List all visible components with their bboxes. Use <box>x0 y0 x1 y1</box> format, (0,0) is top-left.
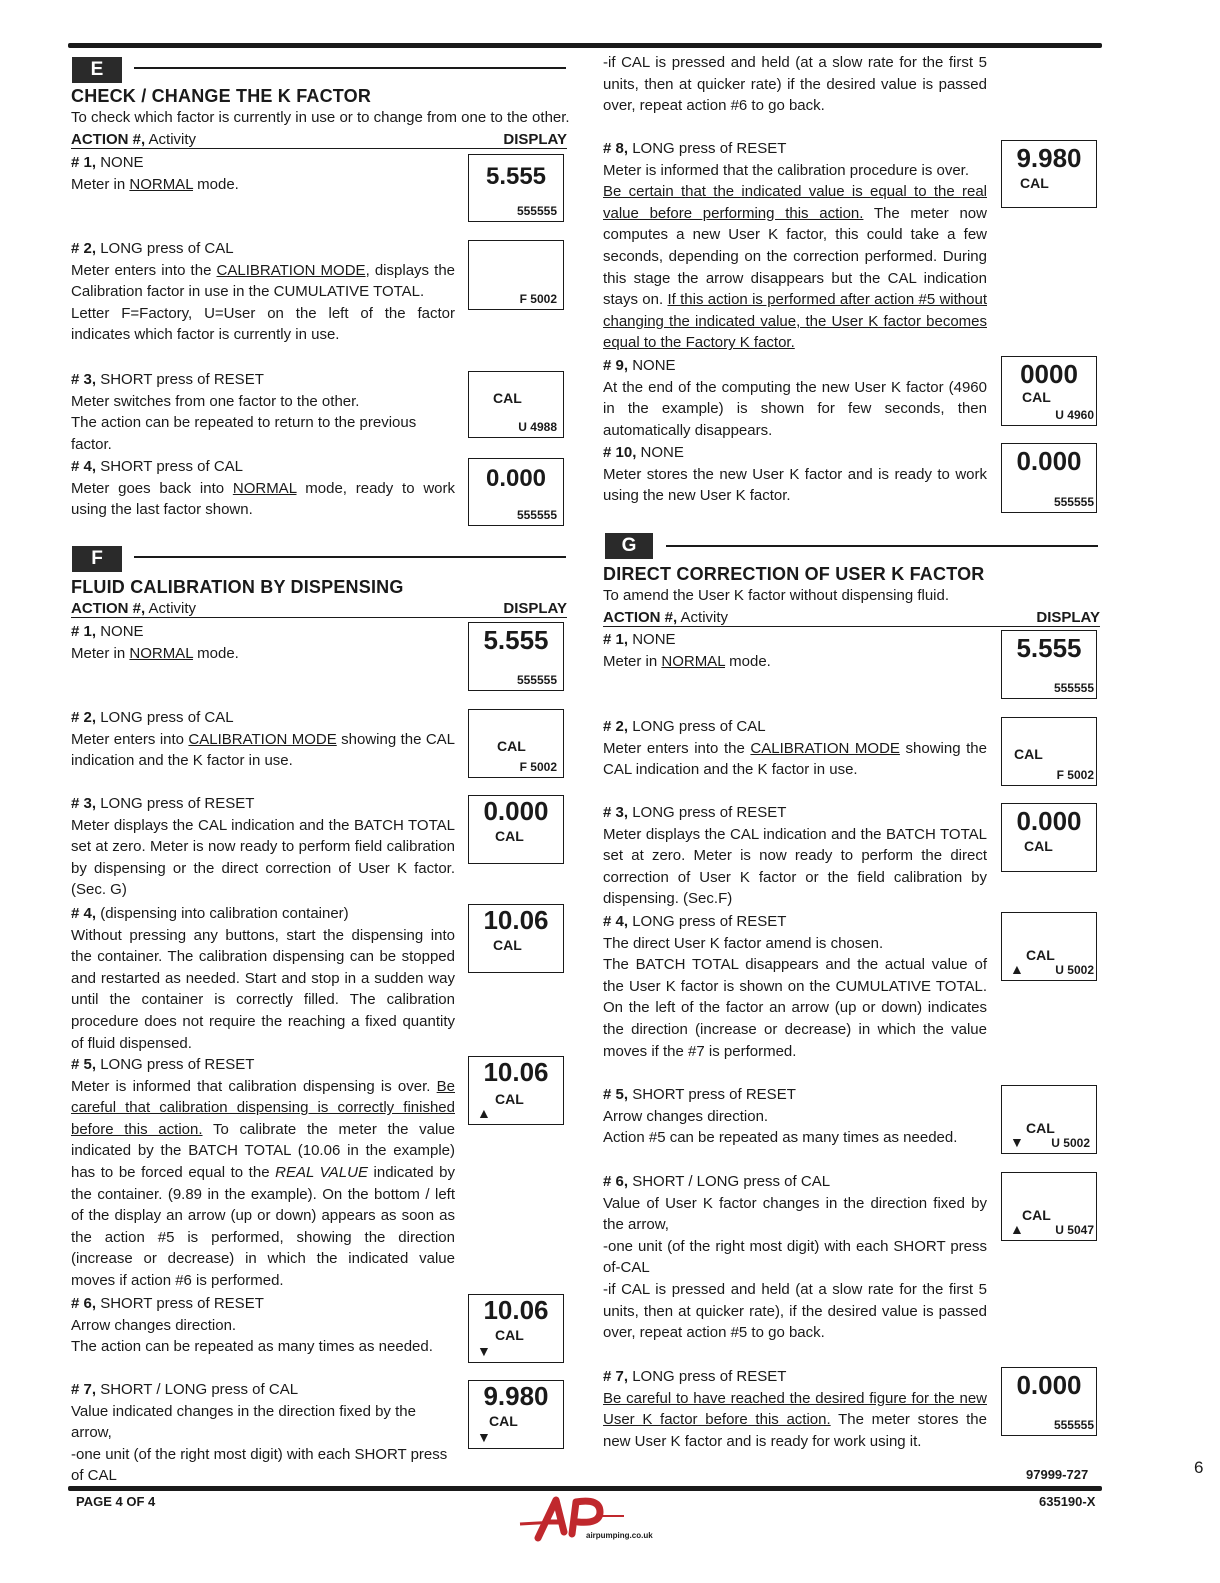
ap-logo <box>516 1494 662 1544</box>
step-g-7: # 7, LONG press of RESET Be careful to have reached the desired figure for the new User K factor before this action. The meter stores the new User K factor and is ready for work using it. <box>603 1368 987 1450</box>
step-number: # 8, <box>603 140 629 157</box>
step-f-6: # 6, SHORT press of RESET Arrow changes direction. The action can be repeated as many times as needed. <box>71 1295 433 1356</box>
top-rule <box>68 43 1102 48</box>
meter-display: CAL F 5002 <box>1001 717 1097 786</box>
section-g-header-row <box>603 609 1100 627</box>
section-e-intro: To check which factor is currently in use or to change from one to the other. <box>71 109 570 126</box>
step-f-1: # 1, NONE Meter in NORMAL mode. <box>71 623 239 662</box>
step-action: SHORT press of RESET <box>628 1086 796 1103</box>
meter-display: 0.000 555555 <box>468 458 564 526</box>
meter-display: 5.555 555555 <box>1001 630 1097 699</box>
section-f-tab: F <box>72 546 122 572</box>
meter-display: CAL U 5002 ▼ <box>1001 1085 1097 1154</box>
meter-display: 0.000 555555 <box>1001 1367 1097 1436</box>
meter-display: 0.000 CAL <box>468 795 564 864</box>
step-number: # 9, <box>603 357 629 374</box>
arrow-up-icon: ▲ <box>477 1105 491 1121</box>
meter-display: 0.000 CAL <box>1001 803 1097 872</box>
step-number: # 1, <box>603 631 629 648</box>
section-f-header-row <box>71 600 567 618</box>
step-action: (dispensing into calibration container) <box>96 905 349 922</box>
action-header: ACTION #, <box>71 600 146 617</box>
step-action: LONG press of RESET <box>628 804 787 821</box>
step-action: LONG press of RESET <box>96 795 255 812</box>
step-action: LONG press of RESET <box>96 1056 255 1073</box>
step-action: LONG press of RESET <box>628 1368 787 1385</box>
section-g-intro: To amend the User K factor without dispensing fluid. <box>603 587 950 604</box>
step-number: # 2, <box>71 240 97 257</box>
step-number: # 1, <box>71 154 97 171</box>
activity-header: Activity <box>677 609 729 626</box>
logo-url: airpumping.co.uk <box>586 1531 653 1540</box>
step-e-1: # 1, NONE Meter in NORMAL mode. <box>71 154 239 193</box>
step-number: # 5, <box>71 1056 97 1073</box>
step-f-5: # 5, LONG press of RESET Meter is informed that calibration dispensing is over. Be careful that calibration dispensing is correctly finished before this action. To calibrate the meter the value indicated by the BATCH TOTAL (10.06 in the example) has to be forced equal to the REAL VALUE indicated by the container. (9.89 in the example). On the bottom / left of the display an arrow (up or down) appears as soon as the action #5 is performed, showing the direction (increase or decrease) in which the indicated value moves if action #6 is performed. <box>71 1056 455 1289</box>
page-label: PAGE 4 OF 4 <box>76 1494 156 1509</box>
step-action: NONE <box>96 154 144 171</box>
step-action: NONE <box>96 623 144 640</box>
step-e-4: # 4, SHORT press of CAL Meter goes back into NORMAL mode, ready to work using the last factor shown. <box>71 458 455 519</box>
section-f-title: FLUID CALIBRATION BY DISPENSING <box>71 577 404 597</box>
step-action: SHORT press of CAL <box>96 458 244 475</box>
step-g-4: # 4, LONG press of RESET The direct User K factor amend is chosen. The BATCH TOTAL disappears and the actual value of the User K factor is shown on the CUMULATIVE TOTAL. On the left of the factor an arrow (up or down) indicates the direction (increase or decrease) in which the value moves if the #7 is performed. <box>603 913 987 1060</box>
step-number: # 7, <box>71 1381 97 1398</box>
display-header: DISPLAY <box>503 131 567 148</box>
step-number: # 6, <box>71 1295 97 1312</box>
step-action: NONE <box>628 631 676 648</box>
step-number: # 1, <box>71 623 97 640</box>
step-number: # 3, <box>603 804 629 821</box>
step-number: # 4, <box>71 458 97 475</box>
step-g-3: # 3, LONG press of RESET Meter displays the CAL indication and the BATCH TOTAL set at zero. Meter is now ready to perform the direct correction of User K factor or the field calibration by dispensing. (Sec.F) <box>603 804 987 908</box>
arrow-up-icon: ▲ <box>1010 961 1024 977</box>
action-header: ACTION #, <box>603 609 678 626</box>
step-action: SHORT / LONG press of CAL <box>96 1381 299 1398</box>
step-action: LONG press of RESET <box>628 140 787 157</box>
document-code-2: 635190-X <box>1039 1494 1096 1509</box>
step-g-1: # 1, NONE Meter in NORMAL mode. <box>603 631 771 670</box>
step-f-8: # 8, LONG press of RESET Meter is informed that the calibration procedure is over. Be certain that the indicated value is equal to the real value before performing this action. The meter now computes a new User K factor, this could take a few seconds, depending on the correction performed. During this stage the arrow disappears but the CAL indication stays on. If this action is performed after action #5 without changing the indicated value, the User K factor becomes equal to the Factory K factor. <box>603 140 987 352</box>
step-number: # 10, <box>603 444 637 461</box>
meter-display: CAL F 5002 <box>468 709 564 778</box>
section-e-header-row <box>71 131 567 149</box>
step-e-3: # 3, SHORT press of RESET Meter switches from one factor to the other. The action can be repeated to return to the previous factor. <box>71 371 417 453</box>
step-action: NONE <box>628 357 676 374</box>
meter-display: 0.000 555555 <box>1001 443 1097 513</box>
step-action: LONG press of CAL <box>96 709 234 726</box>
meter-display: F 5002 <box>468 240 564 310</box>
arrow-down-icon: ▼ <box>477 1429 491 1445</box>
step-number: # 7, <box>603 1368 629 1385</box>
step-g-2: # 2, LONG press of CAL Meter enters into the CALIBRATION MODE showing the CAL indication and the K factor in use. <box>603 718 987 779</box>
meter-display: 9.980 CAL ▼ <box>468 1380 564 1449</box>
step-g-5: # 5, SHORT press of RESET Arrow changes direction. Action #5 can be repeated as many times as needed. <box>603 1086 958 1147</box>
section-e-title: CHECK / CHANGE THE K FACTOR <box>71 86 372 106</box>
document-code-1: 97999-727 <box>1026 1467 1089 1482</box>
step-f-7: # 7, SHORT / LONG press of CAL Value indicated changes in the direction fixed by the arrow, -one unit (of the right most digit) with each SHORT press of CAL <box>71 1381 448 1485</box>
step-g-6: # 6, SHORT / LONG press of CAL Value of User K factor changes in the direction fixed by the arrow, -one unit (of the right most digit) with each SHORT press of-CAL -if CAL is pressed and held (at a slow rate for the first 5 units, then at quicker rate), if the desired value is passed over, repeat action #5 to go back. <box>603 1173 987 1342</box>
step-number: # 4, <box>71 905 97 922</box>
step-f-4: # 4, (dispensing into calibration container) Without pressing any buttons, start the dispensing into the container. The calibration dispensing can be stopped and restarted as needed. Start and stop in a sudden way until the container is correctly filled. The calibration procedure does not require the reaching a fixed quantity of fluid dispensed. <box>71 905 455 1052</box>
step-action: LONG press of CAL <box>96 240 234 257</box>
section-g-title: DIRECT CORRECTION OF USER K FACTOR <box>603 564 985 584</box>
step-number: # 6, <box>603 1173 629 1190</box>
step-number: # 3, <box>71 371 97 388</box>
section-g-line <box>666 545 1098 547</box>
step-f-9: # 9, NONE At the end of the computing the new User K factor (4960 in the example) is shown for few seconds, then automatically disappears. <box>603 357 987 439</box>
step-f-2: # 2, LONG press of CAL Meter enters into CALIBRATION MODE showing the CAL indication and the K factor in use. <box>71 709 455 770</box>
meter-display: 5.555 555555 <box>468 154 564 222</box>
arrow-down-icon: ▼ <box>477 1343 491 1359</box>
meter-display: 5.555 555555 <box>468 622 564 691</box>
step-action: SHORT press of RESET <box>96 1295 264 1312</box>
meter-display: 9.980 CAL <box>1001 140 1097 208</box>
section-e-line <box>134 67 566 69</box>
activity-header: Activity <box>145 131 197 148</box>
meter-display: 10.06 CAL ▼ <box>468 1294 564 1363</box>
step-e-2: # 2, LONG press of CAL Meter enters into the CALIBRATION MODE, displays the Calibration factor in use in the CUMULATIVE TOTAL. Letter F=Factory, U=User on the left of the factor indicates which factor is currently in use. <box>71 240 456 344</box>
meter-display: CAL U 5002 ▲ <box>1001 912 1097 981</box>
step-number: # 3, <box>71 795 97 812</box>
step-action: LONG press of RESET <box>628 913 787 930</box>
step-action: SHORT press of RESET <box>96 371 264 388</box>
step-number: # 5, <box>603 1086 629 1103</box>
page-number: 6 <box>1194 1458 1204 1477</box>
step-number: # 2, <box>71 709 97 726</box>
step-f-10: # 10, NONE Meter stores the new User K factor and is ready to work using the new User K factor. <box>603 444 987 505</box>
step-f-3: # 3, LONG press of RESET Meter displays the CAL indication and the BATCH TOTAL set at zero. Meter is now ready to perform field calibration by dispensing or the direct correction of User K factor. (Sec. G) <box>71 795 455 899</box>
arrow-up-icon: ▲ <box>1010 1221 1024 1237</box>
step-action: NONE <box>636 444 684 461</box>
activity-header: Activity <box>145 600 197 617</box>
meter-display: 10.06 CAL <box>468 904 564 973</box>
meter-display: 10.06 CAL ▲ <box>468 1056 564 1125</box>
section-f-line <box>134 556 566 558</box>
step-f-7-continued: -if CAL is pressed and held (at a slow rate for the first 5 units, then at quicker rate) if the desired value is passed over, repeat action #6 to go back. <box>603 54 987 115</box>
step-number: # 2, <box>603 718 629 735</box>
arrow-down-icon: ▼ <box>1010 1134 1024 1150</box>
meter-display: 0000 CAL U 4960 <box>1001 356 1097 426</box>
step-number: # 4, <box>603 913 629 930</box>
meter-display: CAL U 4988 <box>468 371 564 438</box>
step-action: SHORT / LONG press of CAL <box>628 1173 831 1190</box>
display-header: DISPLAY <box>503 600 567 617</box>
meter-display: CAL U 5047 ▲ <box>1001 1172 1097 1241</box>
section-e-tab: E <box>72 57 122 83</box>
bottom-rule <box>68 1486 1102 1491</box>
section-g-tab: G <box>605 533 653 559</box>
step-action: LONG press of CAL <box>628 718 766 735</box>
action-header: ACTION #, <box>71 131 146 148</box>
display-header: DISPLAY <box>1036 609 1100 626</box>
